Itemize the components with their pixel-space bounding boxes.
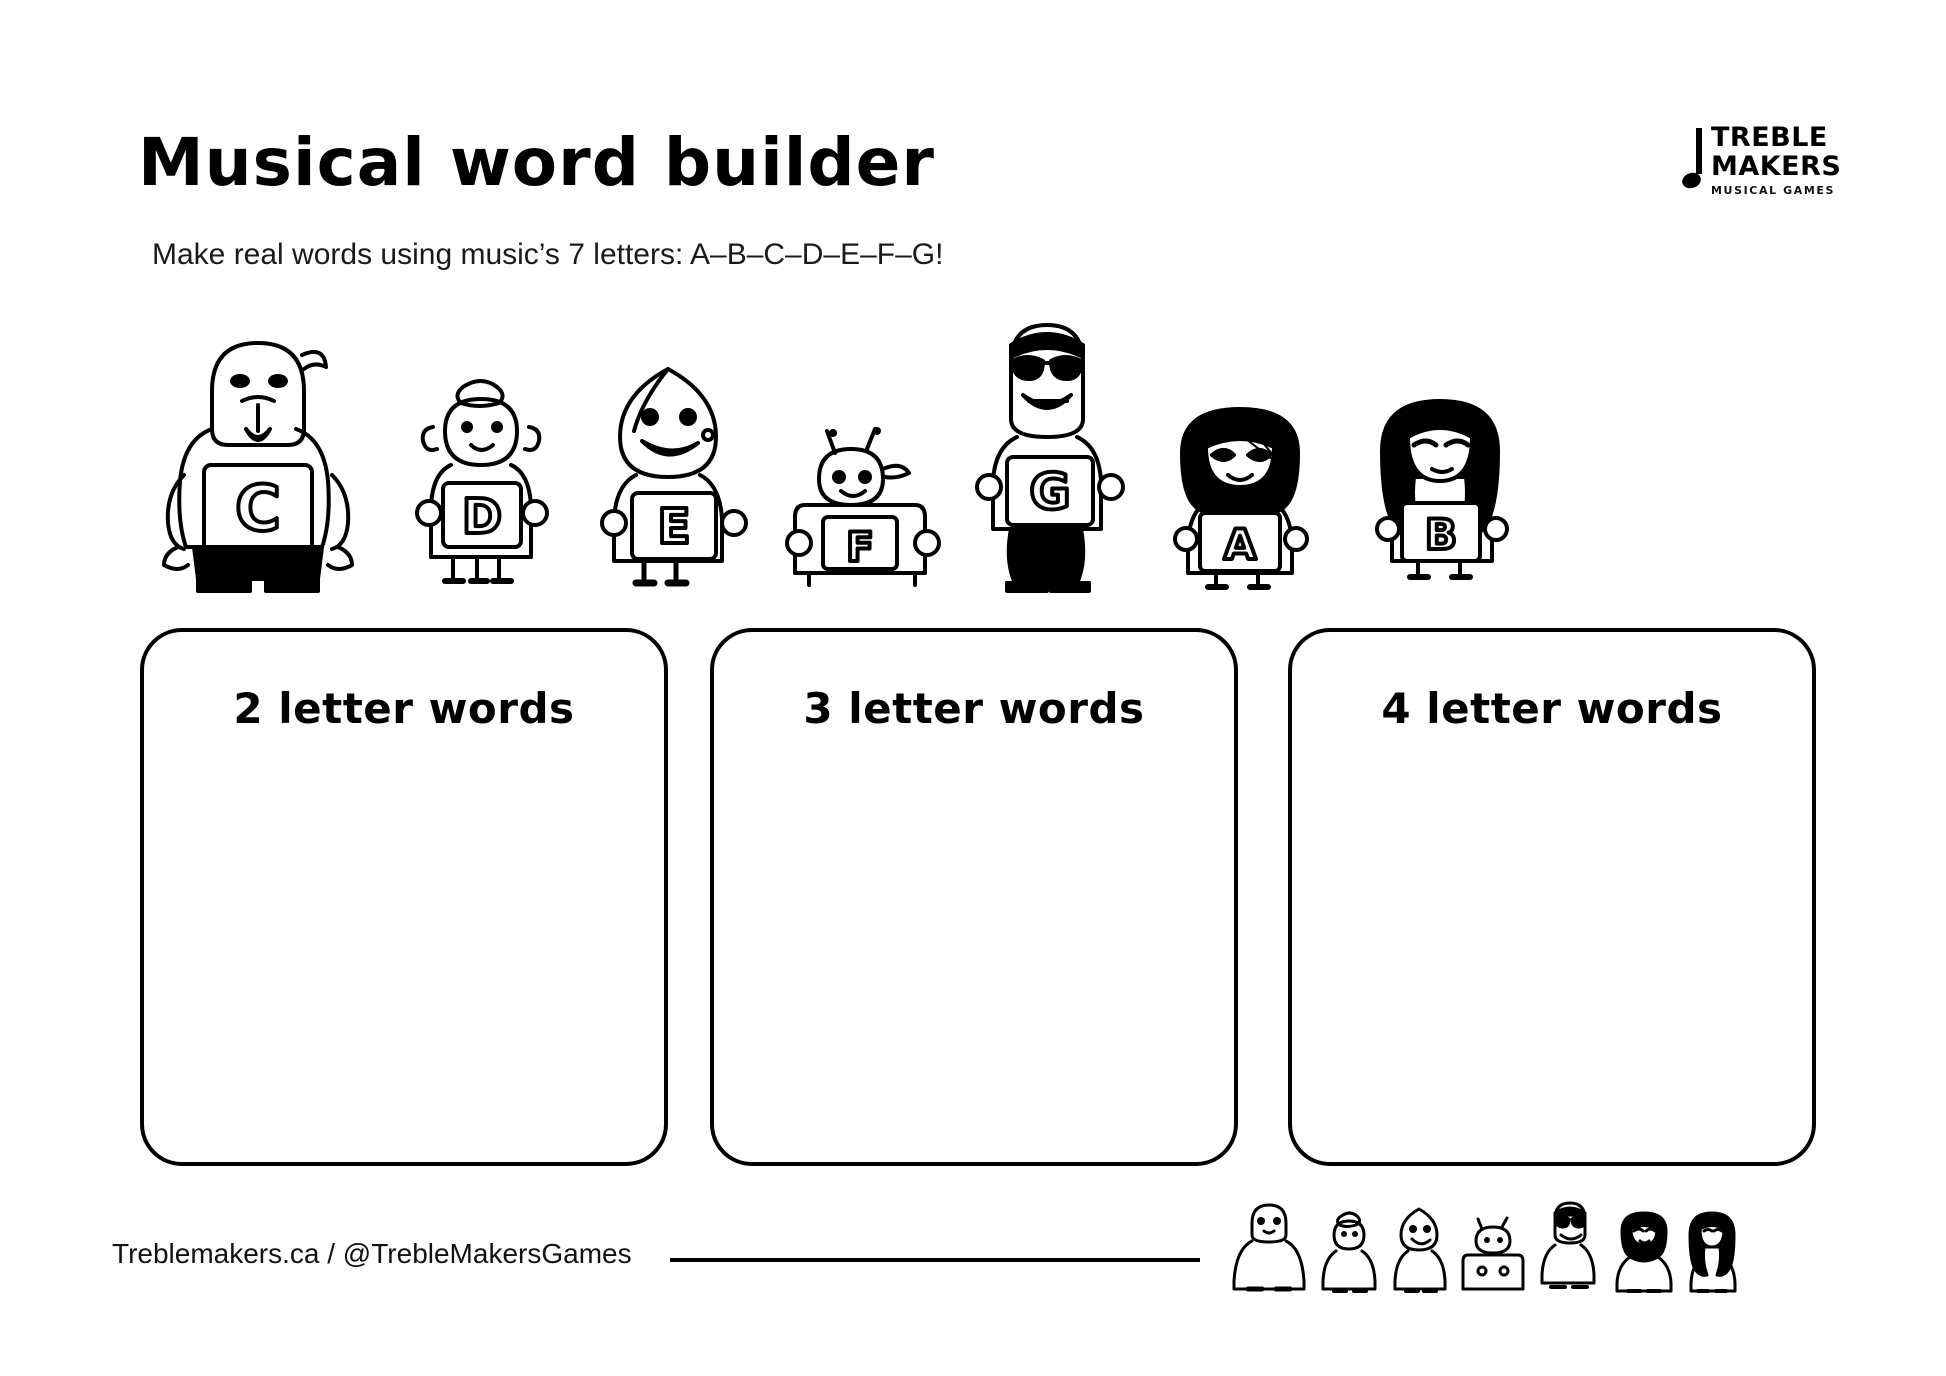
character-e	[576, 355, 771, 595]
svg-text:C: C	[235, 472, 281, 545]
svg-text:G: G	[1029, 463, 1071, 521]
footer-divider	[670, 1258, 1200, 1262]
footer-credit: Treblemakers.ca / @TrebleMakersGames	[112, 1238, 632, 1269]
answer-box-4-letter-title: 4 letter words	[1381, 684, 1723, 733]
answer-box-2-letter[interactable]	[140, 628, 668, 1166]
character-a	[1150, 405, 1330, 595]
page-title: Musical word builder	[138, 124, 935, 201]
character-f	[775, 425, 955, 595]
logo-line-1: TREBLE	[1711, 122, 1828, 153]
footer-character-1	[1230, 1199, 1308, 1300]
character-g	[955, 317, 1140, 595]
logo-line-2: MAKERS	[1711, 151, 1842, 182]
svg-text:B: B	[1424, 510, 1458, 559]
music-note-icon	[1682, 128, 1704, 188]
page-subtitle: Make real words using music’s 7 letters: A–B–C–D–E–F–G!	[152, 238, 944, 271]
footer-character-3	[1388, 1203, 1452, 1300]
footer-character-row	[1230, 1190, 1810, 1300]
footer-character-2	[1318, 1207, 1380, 1300]
character-d	[393, 365, 568, 595]
answer-box-2-letter-title: 2 letter words	[233, 684, 575, 733]
footer-character-6	[1610, 1209, 1678, 1300]
svg-text:D: D	[462, 489, 502, 545]
answer-box-3-letter[interactable]	[710, 628, 1238, 1166]
svg-text:F: F	[846, 525, 874, 571]
svg-text:A: A	[1223, 520, 1257, 569]
svg-text:E: E	[657, 499, 691, 555]
character-c	[150, 325, 365, 595]
answer-box-4-letter[interactable]	[1288, 628, 1816, 1166]
footer-character-4	[1458, 1215, 1528, 1300]
character-row	[150, 300, 1810, 595]
answer-box-3-letter-title: 3 letter words	[803, 684, 1145, 733]
footer-character-5	[1535, 1199, 1601, 1300]
footer-character-7	[1682, 1209, 1742, 1300]
character-b	[1346, 395, 1536, 595]
logo-tagline: MUSICAL GAMES	[1711, 184, 1836, 197]
treblemakers-logo	[1682, 124, 1850, 210]
